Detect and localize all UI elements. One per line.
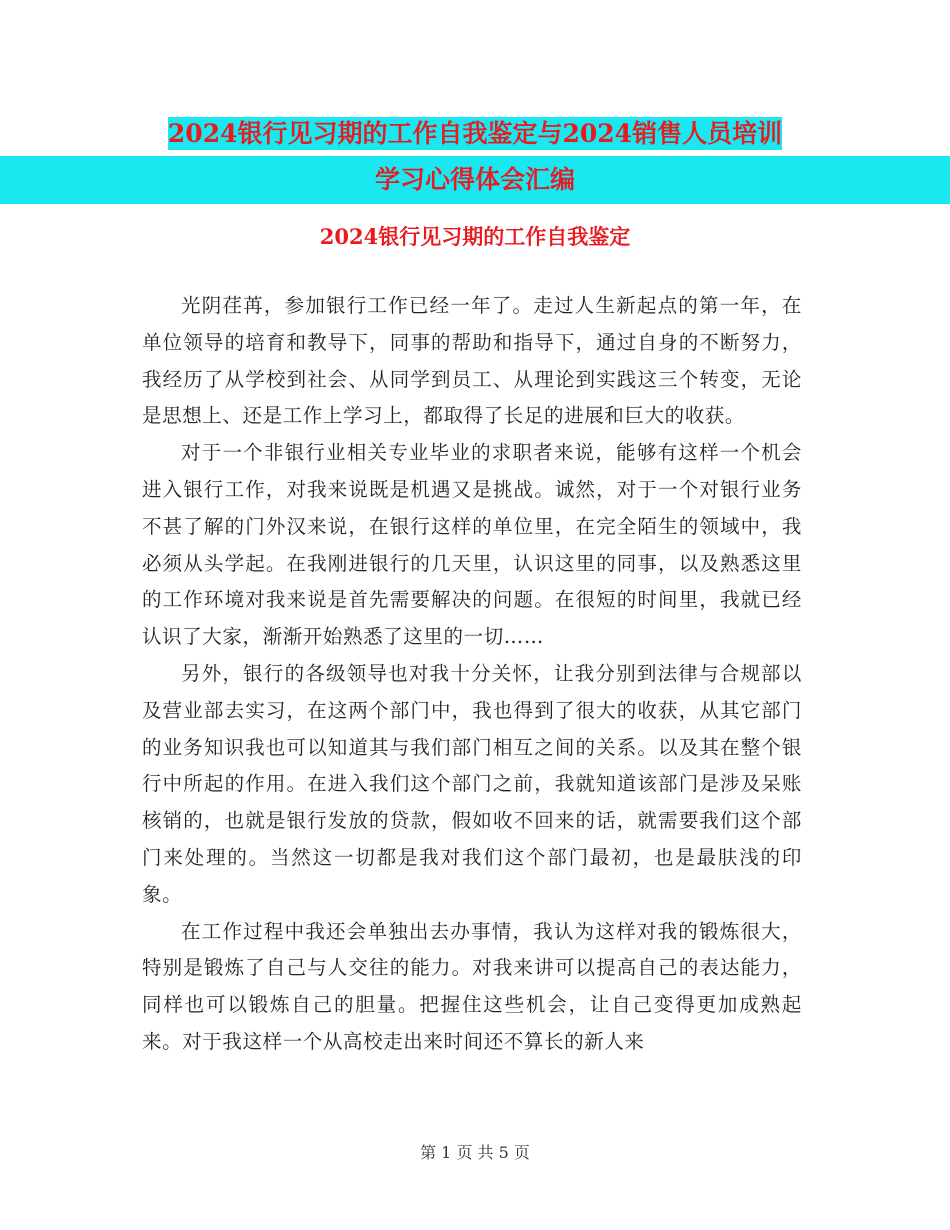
section-title: 2024银行见习期的工作自我鉴定 [319, 224, 631, 249]
page-footer: 第 1 页 共 5 页 [420, 1143, 530, 1162]
paragraph: 对于一个非银行业相关专业毕业的求职者来说，能够有这样一个机会进入银行工作，对我来说既是机遇又是挑战。诚然，对于一个对银行业务不甚了解的门外汉来说，在银行这样的单位里，在完全陌生的领域中，我必须从头学起。在我刚进银行的几天里，认识这里的同事，以及熟悉这里的工作环境对我来说是首先需要解决的问题。在很短的时间里，我就已经认识了大家，渐渐开始熟悉了这里的一切…… [142, 441, 802, 649]
paragraph: 另外，银行的各级领导也对我十分关怀，让我分别到法律与合规部以及营业部去实习，在这两个部门中，我也得到了很大的收获，从其它部门的业务知识我也可以知道其与我们部门相互之间的关系。以及其在整个银行中所起的作用。在进入我们这个部门之前，我就知道该部门是涉及呆账核销的，也就是银行发放的贷款，假如收不回来的话，就需要我们这个部门来处理的。当然这一切都是我对我们这个部门最初，也是最肤浅的印象。 [142, 661, 802, 906]
document-title [0, 112, 950, 204]
paragraph: 光阴荏苒，参加银行工作已经一年了。走过人生新起点的第一年，在单位领导的培育和教导下，同事的帮助和指导下，通过自身的不断努力，我经历了从学校到社会、从同学到员工、从理论到实践这三个转变，无论是思想上、还是工作上学习上，都取得了长足的进展和巨大的收获。 [142, 294, 802, 428]
document-title-line-1: 2024银行见习期的工作自我鉴定与2024销售人员培训 [167, 119, 783, 148]
document-body [142, 288, 802, 1061]
paragraph: 在工作过程中我还会单独出去办事情，我认为这样对我的锻炼很大，特别是锻炼了自己与人交往的能力。对我来讲可以提高自己的表达能力，同样也可以锻炼自己的胆量。把握住这些机会，让自己变得更加成熟起来。对于我这样一个从高校走出来时间还不算长的新人来 [142, 919, 802, 1053]
document-title-line-2: 学习心得体会汇编 [374, 165, 575, 194]
